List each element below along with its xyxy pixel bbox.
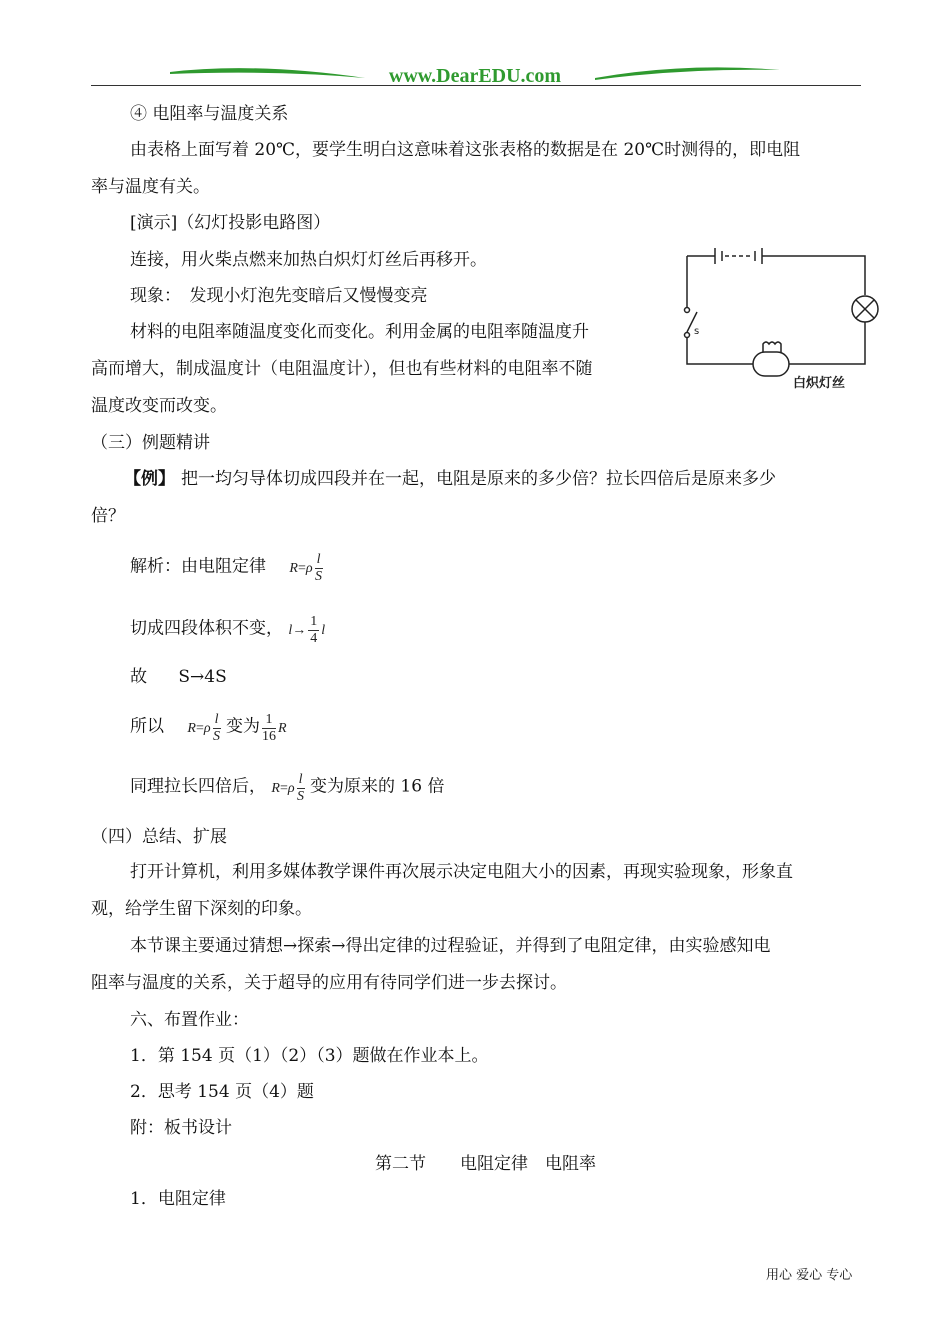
example-tag: 【例】 <box>124 469 175 489</box>
text-line: 连接，用火柴点燃来加热白炽灯灯丝后再移开。 <box>130 250 487 270</box>
header-rule <box>91 85 861 86</box>
filament-label: 白炽灯丝 <box>793 376 846 391</box>
text-line: 本节课主要通过猜想→探索→得出定律的过程验证，并得到了电阻定律，由实验感知电 <box>130 936 771 956</box>
text-line: 打开计算机，利用多媒体教学课件再次展示决定电阻大小的因素，再现实验现象，形象直 <box>130 862 793 882</box>
text-line: 1．第 154 页（1）（2）（3）题做在作业本上。 <box>130 1046 489 1066</box>
right-swoosh <box>595 67 780 80</box>
circuit-diagram <box>675 240 885 400</box>
switch-label: s <box>694 326 700 337</box>
text-line: 高而增大，制成温度计（电阻温度计），但也有些材料的电阻率不随 <box>91 359 593 379</box>
example-text: 把一均匀导体切成四段并在一起，电阻是原来的多少倍？拉长四倍后是原来多少 <box>181 469 776 489</box>
formula-line <box>130 552 325 585</box>
text-line: 1．电阻定律 <box>130 1189 226 1209</box>
formula-line <box>130 666 227 688</box>
text-line: [演示]（幻灯投影电路图） <box>130 213 331 233</box>
text-line: 率与温度有关。 <box>91 177 210 197</box>
section-heading: （三）例题精讲 <box>91 433 210 453</box>
formula-intro: 同理拉长四倍后， <box>130 776 266 797</box>
formula-intro: 切成四段体积不变， <box>130 618 283 639</box>
formula-length-change: l→ $\frac{1}{4}$ l <box>288 614 326 646</box>
board-title: 第二节 电阻定律 电阻率 <box>375 1154 596 1174</box>
example-line <box>124 468 776 490</box>
filament-bulb-icon <box>753 352 789 376</box>
text-line: 观，给学生留下深刻的印象。 <box>91 899 312 919</box>
section-heading: 六、布置作业： <box>130 1010 249 1030</box>
switch-icon <box>685 333 690 338</box>
logo-text: www.DearEDU.com <box>388 65 562 87</box>
formula-resistance-law: R=ρ $\frac{l}{S}$ <box>289 552 323 584</box>
text-line: 倍？ <box>91 506 125 526</box>
page-footer: 用心 爱心 专心 <box>766 1268 853 1283</box>
formula-result: R=ρ $\frac{l}{S}$ <box>187 712 221 744</box>
formula-area-change: S→4S <box>178 667 227 687</box>
formula-line <box>130 614 325 647</box>
formula-stretch: R=ρ $\frac{l}{S}$ <box>271 772 305 804</box>
text-line: 由表格上面写着 20℃，要学生明白这意味着这张表格的数据是在 20℃时测得的，即电阻 <box>130 140 801 160</box>
text-line: ④ 电阻率与温度关系 <box>130 104 289 124</box>
text-line: 2．思考 154 页（4）题 <box>130 1082 314 1102</box>
text-line: 附：板书设计 <box>130 1118 232 1138</box>
formula-intro: 解析：由电阻定律 <box>130 556 266 577</box>
formula-line: 同理拉长四倍后， R=ρ $\frac{l}{S}$ 变为原来的 16 倍 <box>130 772 445 804</box>
left-swoosh <box>170 68 365 78</box>
text-line: 阻率与温度的关系，关于超导的应用有待同学们进一步去探讨。 <box>91 973 567 993</box>
text-line: 温度改变而改变。 <box>91 396 227 416</box>
formula-line: 所以 R=ρ $\frac{l}{S}$ 变为 $\frac{1}{16}$ R <box>130 712 287 744</box>
text-line: 现象： 发现小灯泡先变暗后又慢慢变亮 <box>130 286 428 306</box>
text-line: 材料的电阻率随温度变化而变化。利用金属的电阻率随温度升 <box>130 322 589 342</box>
formula-intro: 所以 <box>130 716 164 737</box>
formula-intro: 故 <box>130 667 147 687</box>
section-heading: （四）总结、扩展 <box>91 827 227 847</box>
